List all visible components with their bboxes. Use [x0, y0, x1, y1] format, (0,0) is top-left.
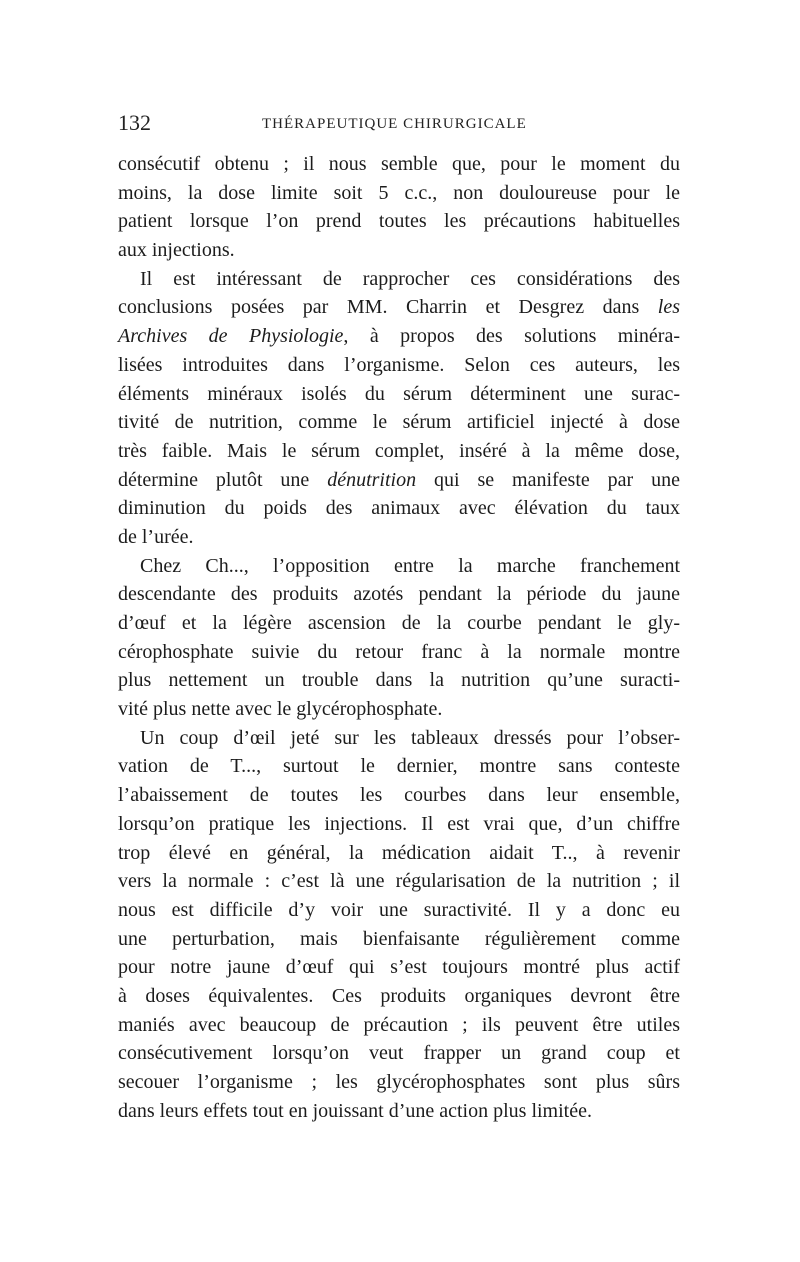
text-line: vers la normale : c’est là une régularisation de la nutrition ; il: [118, 870, 680, 893]
text-line: vité plus nette avec le glycérophosphate.: [118, 698, 443, 721]
text-line: une perturbation, mais bienfaisante régulièrement comme: [118, 927, 680, 950]
text-line: d’œuf et la légère ascension de la courbe pendant le gly-: [118, 612, 680, 634]
text-line: à doses équivalentes. Ces produits organiques devront être: [118, 984, 680, 1007]
text-line: éléments minéraux isolés du sérum déterminent une surac-: [118, 382, 680, 405]
text-line: plus nettement un trouble dans la nutrition qu’une suracti-: [118, 669, 680, 692]
text-line: nous est difficile d’y voir une suractivité. Il y a donc eu: [118, 898, 680, 921]
text-line: pour notre jaune d’œuf qui s’est toujours montré plus actif: [118, 956, 680, 979]
text-line: consécutivement lorsqu’on veut frapper un grand coup et: [118, 1042, 680, 1065]
text-run: conclusions posées par MM. Charrin et Desgrez dans: [118, 296, 658, 319]
body-text: [118, 150, 680, 1125]
text-line: aux injections.: [118, 239, 235, 262]
text-run: détermine plutôt une: [118, 468, 328, 491]
text-line: [118, 293, 680, 322]
text-line: descendante des produits azotés pendant la période du jaune: [118, 583, 680, 606]
text-line: Chez Ch..., l’opposition entre la marche franchement: [140, 554, 680, 577]
text-line: maniés avec beaucoup de précaution ; ils peuvent être utiles: [118, 1013, 680, 1036]
text-line: vation de T..., surtout le dernier, montre sans conteste: [118, 755, 680, 778]
text-line: tivité de nutrition, comme le sérum artificiel injecté à dose: [118, 411, 680, 434]
paragraph-3: [118, 552, 680, 724]
text-line: dans leurs effets tout en jouissant d’une action plus limitée.: [118, 1099, 592, 1122]
text-line: trop élevé en général, la médication aidait T.., à revenir: [118, 841, 680, 864]
paragraph-1: [118, 150, 680, 265]
page-number: 132: [118, 110, 151, 135]
text-line: l’abaissement de toutes les courbes dans leur ensemble,: [118, 784, 680, 807]
text-line: Il est intéressant de rapprocher ces considérations des: [140, 267, 680, 290]
text-run: qui se manifeste par une: [416, 468, 680, 491]
running-title: THÉRAPEUTIQUE CHIRURGICALE: [262, 116, 527, 132]
italic-run: les: [657, 296, 680, 319]
text-line: lorsqu’on pratique les injections. Il est vrai que, d’un chiffre: [118, 812, 680, 835]
text-line: secouer l’organisme ; les glycérophosphates sont plus sûrs: [118, 1071, 680, 1093]
text-line: diminution du poids des animaux avec élévation du taux: [118, 497, 680, 520]
text-line: patient lorsque l’on prend toutes les précautions habituelles: [118, 210, 680, 233]
journal-title: Archives de Physiologie: [118, 325, 344, 348]
text-line: cérophosphate suivie du retour franc à la normale montre: [118, 640, 680, 663]
text-line: [118, 322, 680, 351]
text-line: moins, la dose limite soit 5 c.c., non douloureuse pour le: [118, 181, 680, 204]
text-line: Un coup d’œil jeté sur les tableaux dressés pour l’obser-: [140, 726, 680, 749]
paragraph-2: [118, 265, 680, 552]
text-line: très faible. Mais le sérum complet, inséré à la même dose,: [118, 439, 680, 462]
text-run: , à propos des solutions minéra-: [343, 325, 680, 348]
paragraph-4: [118, 724, 680, 1126]
italic-term: dénutrition: [327, 468, 417, 491]
text-line: de l’urée.: [118, 525, 194, 548]
text-line: lisées introduites dans l’organisme. Selon ces auteurs, les: [118, 353, 680, 376]
text-line: [118, 466, 680, 495]
running-head: [118, 110, 680, 140]
text-line: consécutif obtenu ; il nous semble que, pour le moment du: [118, 153, 680, 175]
